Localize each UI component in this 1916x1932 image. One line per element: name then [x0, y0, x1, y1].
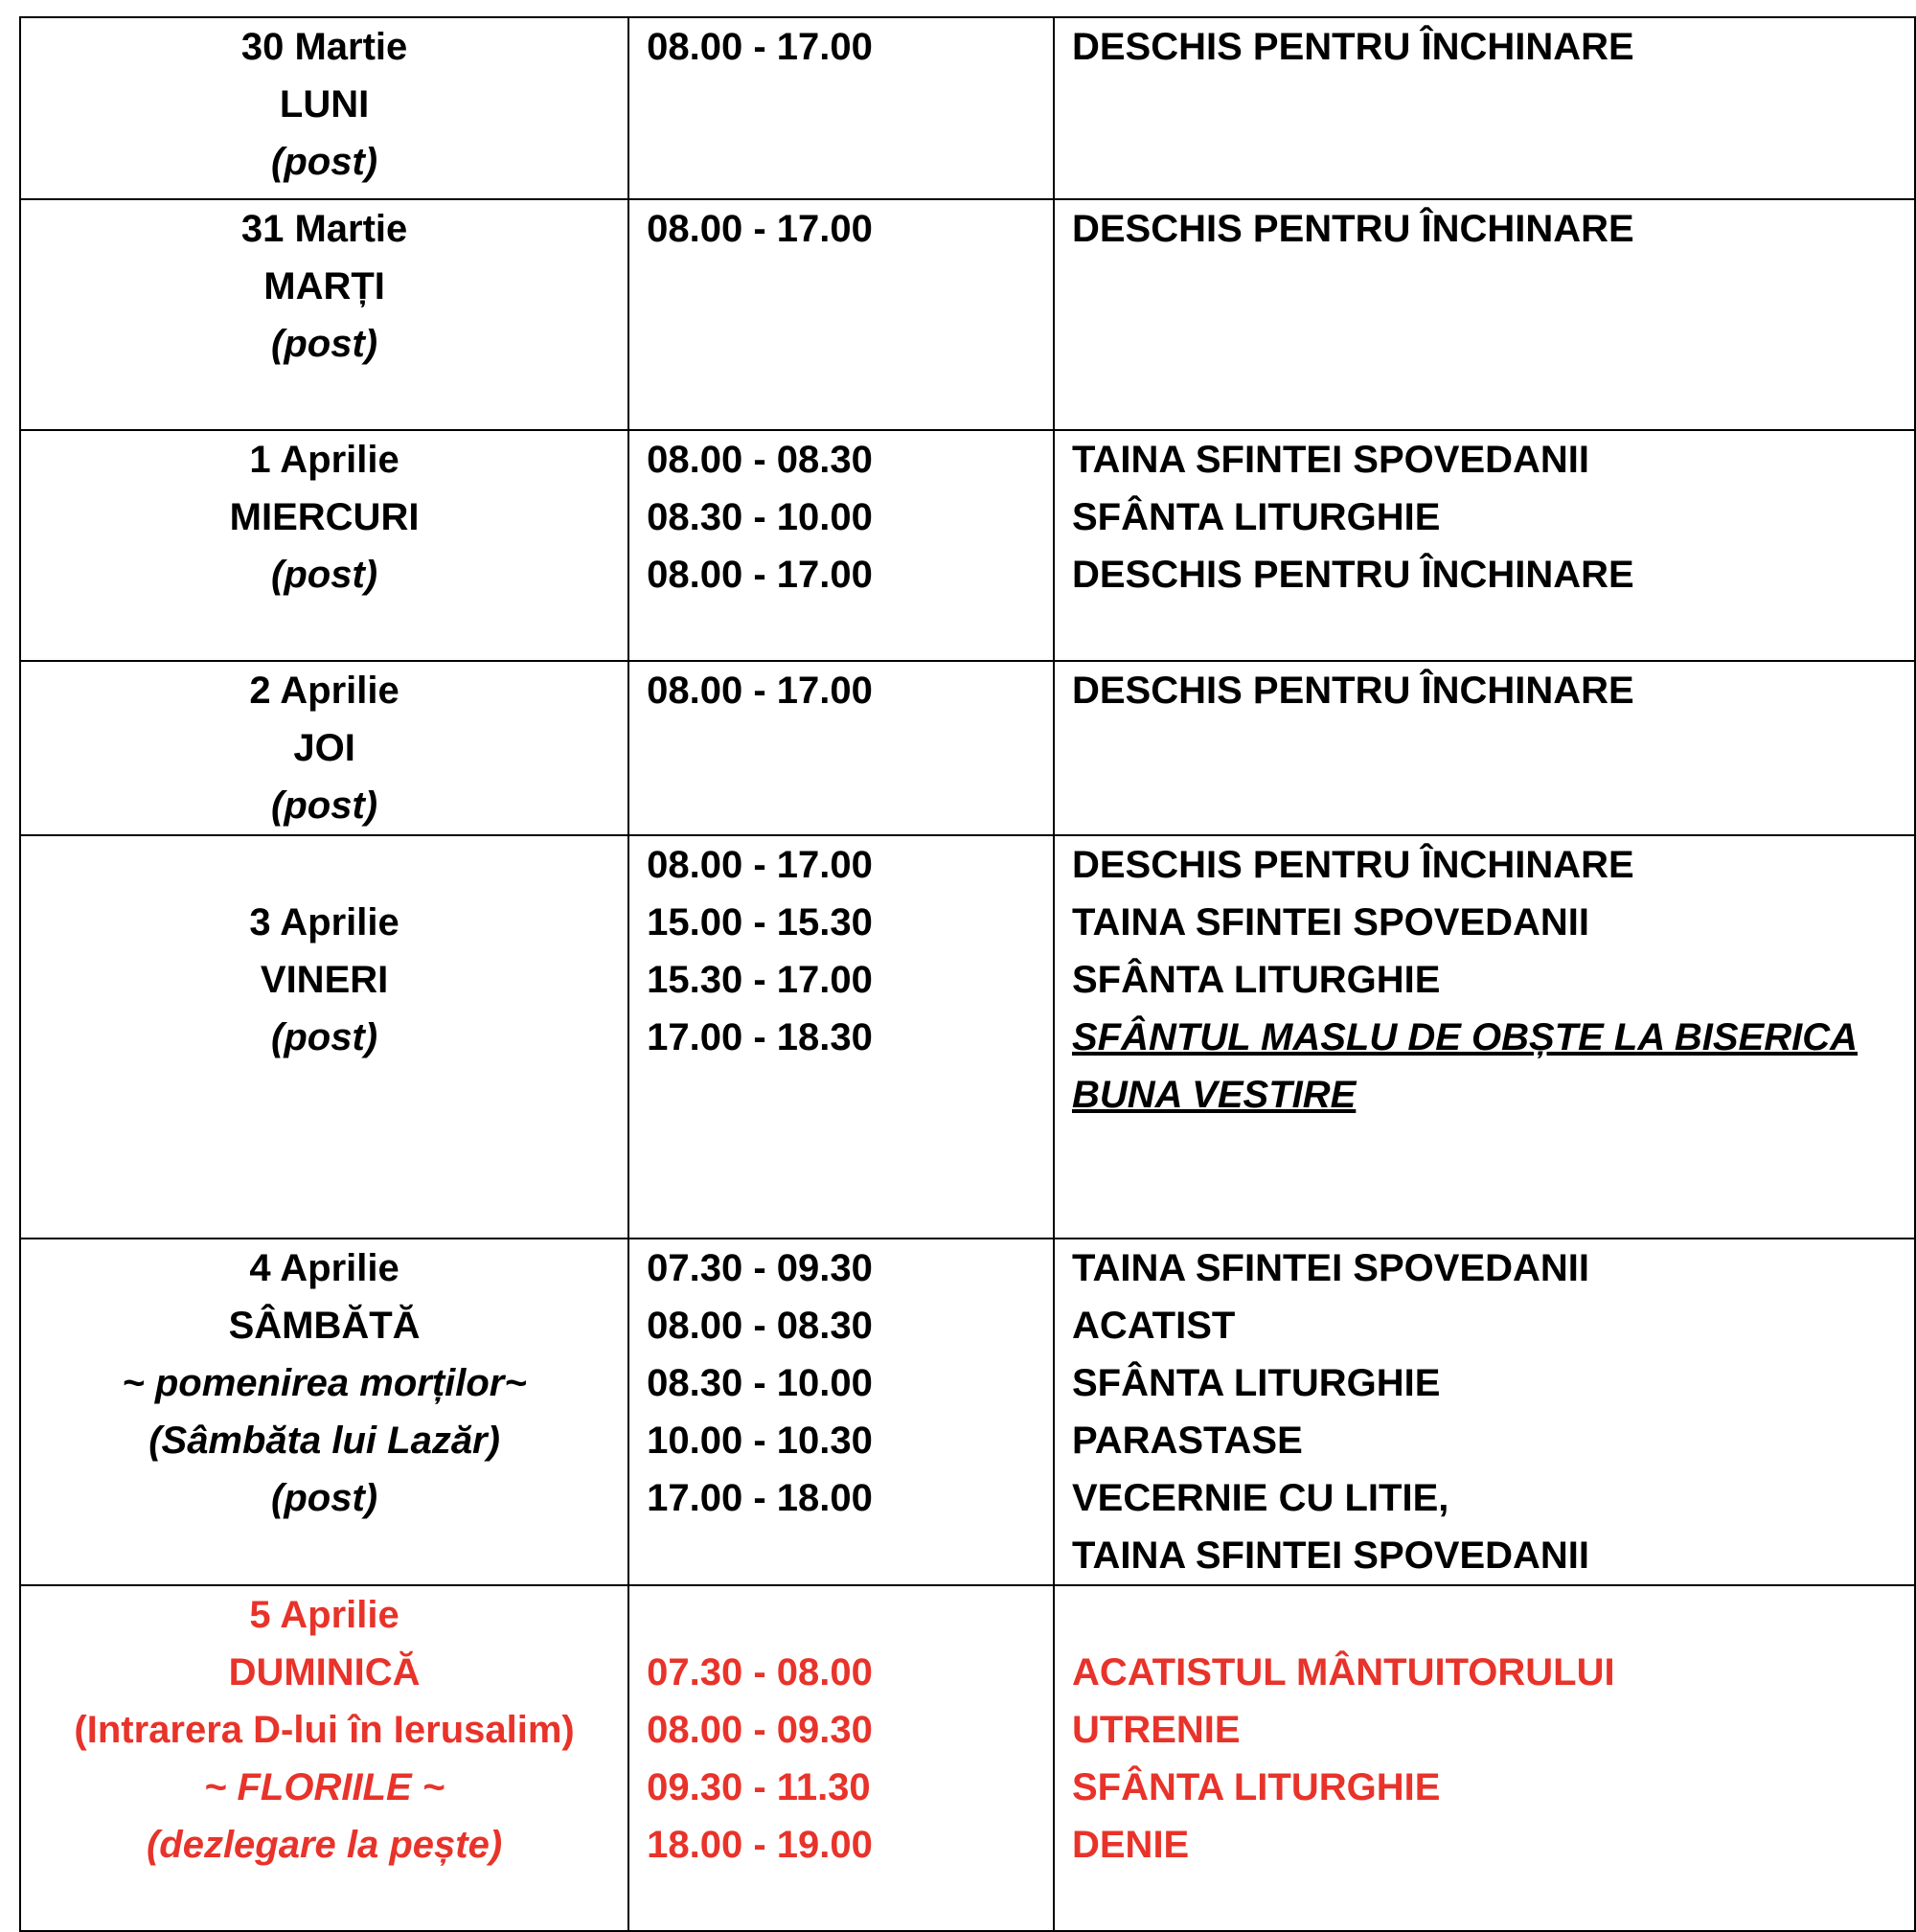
activity-cell-line: ACATISTUL MÂNTUITORULUI [1071, 1651, 1615, 1693]
activity-cell-line: TAINA SFINTEI SPOVEDANII [1071, 439, 1590, 481]
time-cell [628, 1239, 1054, 1585]
day-cell-line: VINERI [260, 959, 389, 1001]
day-cell-line: (Intrarera D-lui în Ierusalim) [74, 1709, 575, 1751]
time-cell [628, 661, 1054, 835]
schedule-row [20, 661, 1915, 835]
time-cell-line: 09.30 - 11.30 [647, 1766, 871, 1808]
time-cell-line: 08.00 - 17.00 [647, 554, 873, 596]
time-cell-line: 08.00 - 09.30 [647, 1709, 873, 1751]
time-cell-line: 08.00 - 17.00 [647, 208, 873, 250]
time-cell [628, 430, 1054, 661]
activity-cell [1054, 17, 1915, 199]
time-cell-line: 08.30 - 10.00 [647, 496, 873, 538]
day-cell [20, 835, 628, 1239]
day-cell [20, 17, 628, 199]
time-cell-line: 17.00 - 18.00 [647, 1477, 873, 1519]
day-cell-line: DUMINICĂ [228, 1651, 421, 1693]
time-cell-line: 07.30 - 08.00 [647, 1651, 873, 1693]
schedule-row [20, 199, 1915, 430]
time-cell-line: 10.00 - 10.30 [647, 1420, 873, 1462]
activity-cell-line: DESCHIS PENTRU ÎNCHINARE [1071, 554, 1634, 596]
time-cell-line: 08.00 - 17.00 [647, 670, 873, 712]
activity-cell [1054, 1239, 1915, 1585]
day-cell-line: 1 Aprilie [249, 439, 399, 481]
day-cell-line: (Sâmbăta lui Lazăr) [148, 1420, 500, 1462]
time-cell-line: 08.00 - 08.30 [647, 1305, 873, 1347]
day-cell-line: 4 Aprilie [249, 1247, 399, 1289]
time-cell-line: 15.00 - 15.30 [647, 901, 873, 943]
time-cell-line: 08.00 - 17.00 [647, 844, 873, 886]
day-cell [20, 1585, 628, 1931]
day-cell-line: LUNI [279, 83, 370, 125]
time-cell-line: 07.30 - 09.30 [647, 1247, 873, 1289]
activity-cell-line: SFÂNTA LITURGHIE [1071, 959, 1441, 1001]
activity-cell-line: DESCHIS PENTRU ÎNCHINARE [1071, 844, 1634, 886]
activity-cell-line: DESCHIS PENTRU ÎNCHINARE [1071, 670, 1634, 712]
activity-cell-line: SFÂNTA LITURGHIE [1071, 1362, 1441, 1404]
schedule-row [20, 1239, 1915, 1585]
time-cell [628, 199, 1054, 430]
schedule-row [20, 430, 1915, 661]
time-cell-line: 08.00 - 08.30 [647, 439, 873, 481]
day-cell-line: MARȚI [263, 265, 385, 307]
schedule-row [20, 17, 1915, 199]
activity-cell-line: DENIE [1071, 1824, 1190, 1866]
day-cell [20, 661, 628, 835]
activity-cell [1054, 1585, 1915, 1931]
activity-cell-line: VECERNIE CU LITIE, [1071, 1477, 1449, 1519]
day-cell-line: 3 Aprilie [249, 901, 399, 943]
schedule-body [20, 17, 1915, 1931]
day-cell-line: (post) [271, 141, 378, 183]
activity-cell-line: SFÂNTA LITURGHIE [1071, 496, 1441, 538]
day-cell-line: ~ pomenirea morților~ [122, 1362, 527, 1404]
time-cell-line: 08.30 - 10.00 [647, 1362, 873, 1404]
schedule-row [20, 835, 1915, 1239]
time-cell-line: 08.00 - 17.00 [647, 26, 873, 68]
day-cell-line: (post) [271, 554, 378, 596]
day-cell-line: JOI [293, 727, 355, 769]
activity-cell-line: UTRENIE [1071, 1709, 1241, 1751]
day-cell-line: ~ FLORIILE ~ [203, 1766, 445, 1808]
activity-cell-line: SFÂNTA LITURGHIE [1071, 1766, 1441, 1808]
day-cell-line: (post) [271, 784, 378, 827]
day-cell-line: (post) [271, 323, 378, 365]
day-cell-line: (post) [271, 1016, 378, 1058]
day-cell-line: 31 Martie [240, 208, 408, 250]
day-cell-line: (dezlegare la pește) [146, 1824, 503, 1866]
activity-cell-line: SFÂNTUL MASLU DE OBȘTE LA BISERICA [1071, 1016, 1859, 1058]
time-cell-line: 17.00 - 18.30 [647, 1016, 873, 1058]
activity-cell [1054, 835, 1915, 1239]
activity-cell-line: TAINA SFINTEI SPOVEDANII [1071, 901, 1590, 943]
activity-cell-line: BUNA VESTIRE [1071, 1074, 1357, 1116]
time-cell [628, 17, 1054, 199]
activity-cell [1054, 430, 1915, 661]
day-cell-line: SÂMBĂTĂ [228, 1305, 421, 1347]
activity-cell-line: DESCHIS PENTRU ÎNCHINARE [1071, 26, 1634, 68]
day-cell [20, 1239, 628, 1585]
day-cell-line: 5 Aprilie [249, 1594, 399, 1636]
day-cell-line: 2 Aprilie [249, 670, 399, 712]
schedule-table [19, 16, 1916, 1932]
activity-cell-line: TAINA SFINTEI SPOVEDANII [1071, 1534, 1590, 1577]
day-cell [20, 430, 628, 661]
day-cell-line: 30 Martie [240, 26, 408, 68]
activity-cell-line: DESCHIS PENTRU ÎNCHINARE [1071, 208, 1634, 250]
activity-cell-line: ACATIST [1071, 1305, 1236, 1347]
activity-cell-line: PARASTASE [1071, 1420, 1303, 1462]
day-cell-line: (post) [271, 1477, 378, 1519]
time-cell [628, 1585, 1054, 1931]
activity-cell-line: TAINA SFINTEI SPOVEDANII [1071, 1247, 1590, 1289]
day-cell [20, 199, 628, 430]
activity-cell [1054, 199, 1915, 430]
schedule-row [20, 1585, 1915, 1931]
activity-cell [1054, 661, 1915, 835]
time-cell [628, 835, 1054, 1239]
time-cell-line: 18.00 - 19.00 [647, 1824, 873, 1866]
time-cell-line: 15.30 - 17.00 [647, 959, 873, 1001]
day-cell-line: MIERCURI [229, 496, 420, 538]
